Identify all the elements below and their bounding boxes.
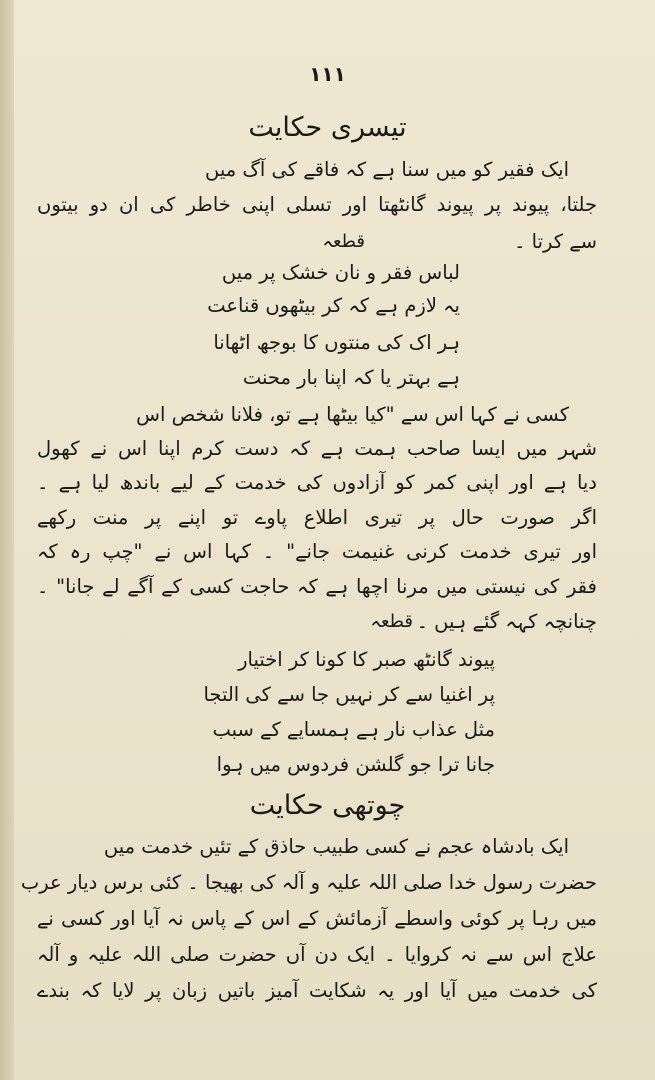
verse-line: پیوند گانٹھ صبر کا کونا کر اختیار [238,648,495,671]
page-number: ١١١ [309,62,346,86]
paragraph-line: چنانچہ کہہ گئے ہیں ۔ [416,610,597,633]
verse-label: قطعہ [322,231,365,252]
verse-line: لباس فقر و نان خشک پر میں [221,261,460,284]
verse-line: جانا ترا جو گلشن فردوس میں ہوا [216,753,495,776]
section-title: تیسری حکایت [248,112,407,143]
verse-line: ہے بہتر یا کہ اپنا بار محنت [242,366,460,389]
verse-label: قطعہ [370,611,413,632]
paragraph-line: ایک بادشاہ عجم نے کسی طبیب حاذق کے تئیں خدمت میں [103,835,569,858]
paragraph-line: دیا ہے اور اپنی کمر کو آزادوں کی خدمت کے لیے باندھ لیا ہے ۔ [37,471,597,494]
paragraph-line: علاج اس سے نہ کروایا ۔ ایک دن آں حضرت صلی اللہ علیہ و آلہ [37,943,597,966]
paragraph-line: حضرت رسول خدا صلی اللہ علیہ و آلہ کی بھیجا ۔ کئی برس دیار عرب [20,871,597,894]
paragraph-line: میں رہا پر کوئی واسطے آزمائش کے اس کے پاس نہ آیا اور کسی نے [37,907,597,930]
verse-line: مثل عذاب نار ہے ہمسایے کے سبب [212,718,495,741]
paragraph-line: شہر میں ایسا صاحب ہمت ہے کہ دست کرم اپنا اس نے کھول [37,437,597,460]
paragraph-line: فقر کی نیستی میں مرنا اچھا ہے کہ حاجت کسی کے آگے لے جانا" ۔ [37,575,597,598]
verse-line: ہر اک کی منتوں کا بوجھ اٹھانا [213,331,460,354]
paragraph-line: کی خدمت میں آیا اور یہ شکایت آمیز باتیں زبان پر لایا کہ بندے [37,979,597,1002]
page-binding-edge [0,0,14,1080]
paragraph-line: کسی نے کہا اس سے "کیا بیٹھا ہے تو، فلانا شخص اس [136,403,569,426]
paragraph-line: اور تیری خدمت کرنی غنیمت جانے" ۔ کہا اس نے "چپ رہ کہ [37,540,597,563]
section-title: چوتھی حکایت [249,790,406,821]
paragraph-line: سے کرتا ۔ [514,230,597,253]
verse-line: پر اغنیا سے کر نہیں جا سے کی التجا [203,683,495,706]
verse-line: یہ لازم ہے کہ کر بیٹھوں قناعت [207,294,460,317]
paragraph-line: اگر صورت حال پر تیری اطلاع پاوے تو اپنے پر منت رکھے [37,506,597,529]
paragraph-line: جلتا، پیوند پر پیوند گانٹھتا اور تسلی اپنی خاطر کی ان دو بیتوں [37,193,597,216]
paragraph-line: ایک فقیر کو میں سنا ہے کہ فاقے کی آگ میں [205,158,569,181]
